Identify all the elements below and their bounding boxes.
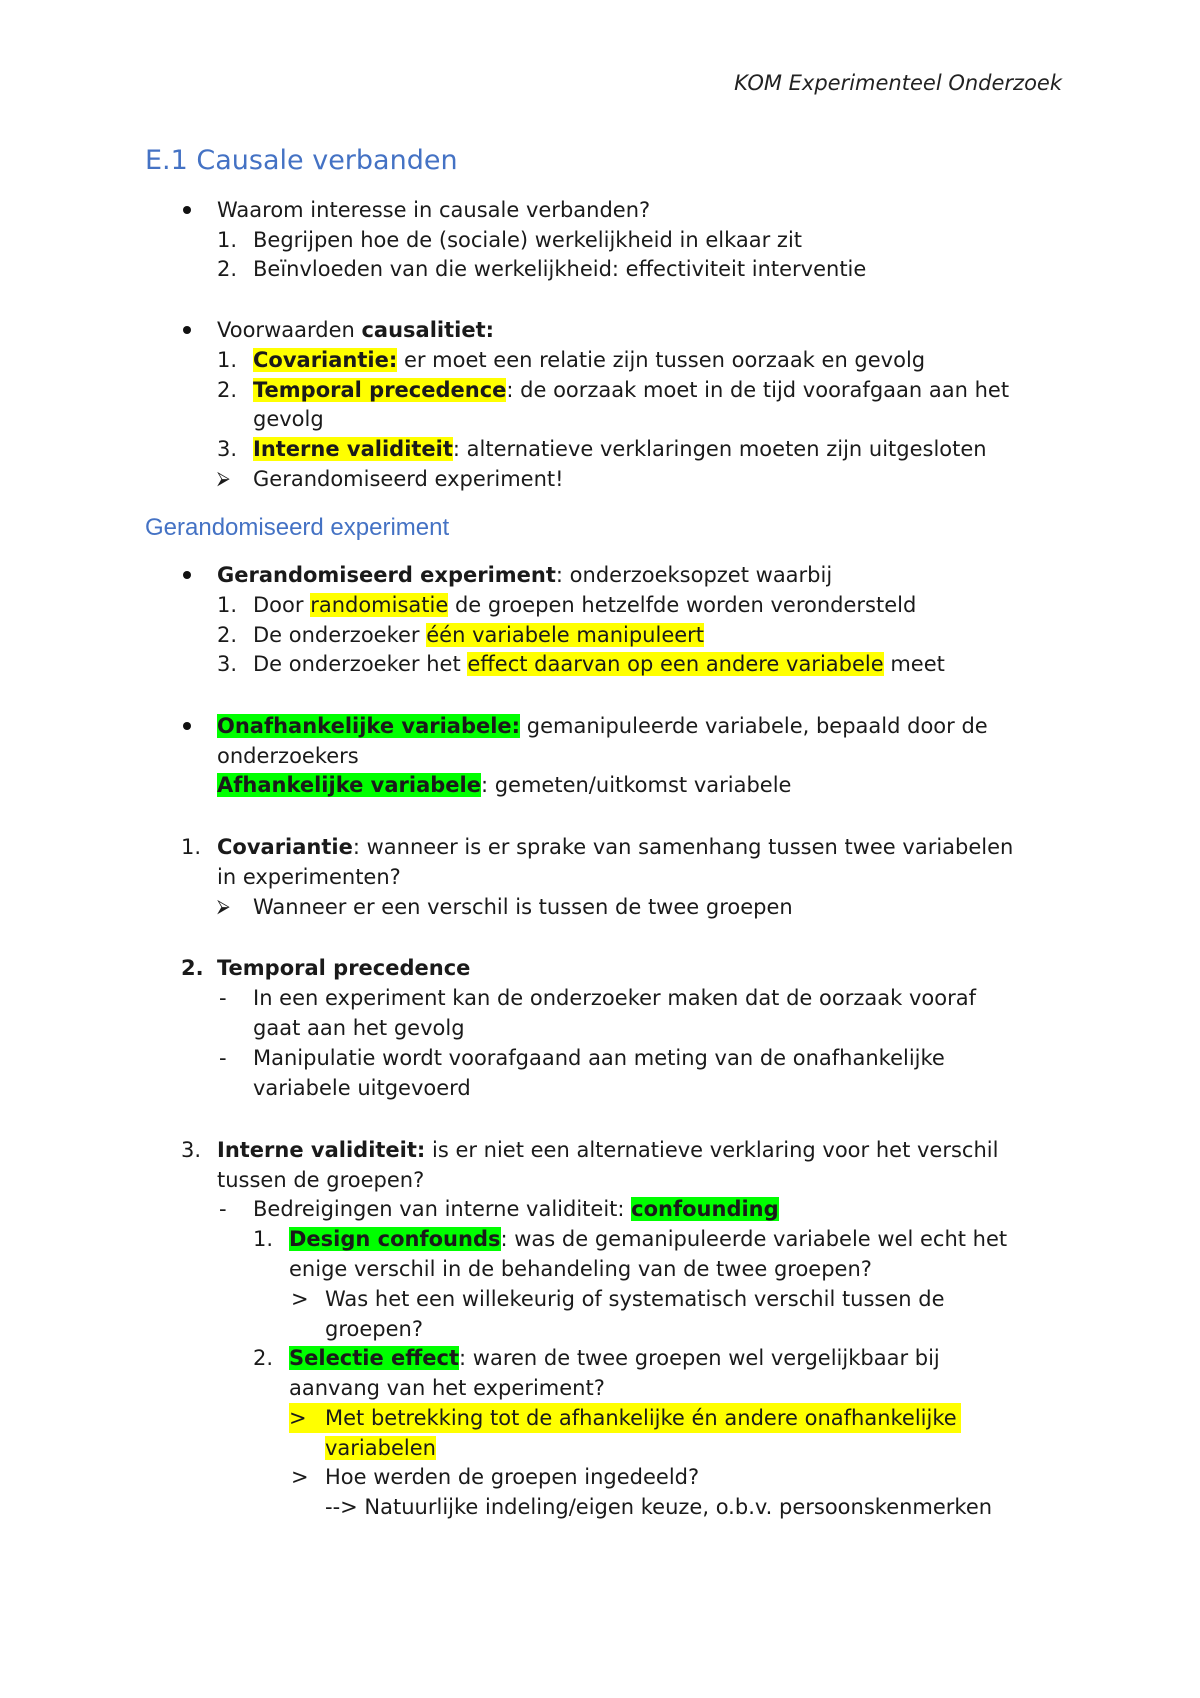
sub-list-item-continuation: aanvang van het experiment? [289,1376,605,1400]
bullet-text: Onafhankelijke variabele: gemanipuleerde variabele, bepaald door de [217,714,988,738]
list-item: De onderzoeker één variabele manipuleert [253,623,705,647]
sub-item-continuation: gaat aan het gevolg [253,1016,465,1040]
list-item: Begrijpen hoe de (sociale) werkelijkheid in elkaar zit [253,228,803,252]
bullet-dot [183,711,193,741]
numbered-item-continuation: tussen de groepen? [217,1168,425,1192]
list-number: 2. [253,1346,274,1370]
sub-item: Manipulatie wordt voorafgaand aan meting van de onafhankelijke [253,1046,945,1070]
list-number: 2. [181,956,204,980]
highlight-term: Temporal precedence [253,378,507,402]
bullet-dot [183,195,193,225]
sub-item: Bedreigingen van interne validiteit: confounding [253,1197,779,1221]
list-number: 1. [217,228,238,252]
highlight-term: Interne validiteit [253,437,453,461]
list-item: Beïnvloeden van die werkelijkheid: effectiviteit interventie [253,257,867,281]
green-highlight-term: Onafhankelijke variabele: [217,714,521,738]
list-item: Covariantie: er moet een relatie zijn tussen oorzaak en gevolg [253,348,926,372]
dash-marker: - [219,986,227,1010]
list-number: 3. [181,1138,202,1162]
highlight-term: Covariantie: [253,348,398,372]
numbered-item: Temporal precedence [217,956,471,980]
bullet-continuation: onderzoekers [217,744,359,768]
sub-sub-item: Hoe werden de groepen ingedeeld? [325,1465,700,1489]
list-number: 3. [217,652,238,676]
sub-sub-item: Was het een willekeurig of systematisch verschil tussen de [325,1287,945,1311]
sub-sub-item-continuation: groepen? [325,1317,423,1341]
bullet-text: Gerandomiseerd experiment: onderzoeksopzet waarbij [217,563,833,587]
bullet-text: Waarom interesse in causale verbanden? [217,198,651,222]
bullet-dot [183,560,193,590]
list-item: Interne validiteit: alternatieve verklaringen moeten zijn uitgesloten [253,437,987,461]
list-item: De onderzoeker het effect daarvan op een andere variabele meet [253,652,945,676]
highlighted-sub-sub-item: > Met betrekking tot de afhankelijke én andere onafhankelijke [289,1403,961,1433]
green-highlight-term: Selectie effect [289,1346,460,1370]
dash-marker: - [219,1197,227,1221]
green-highlight-term: confounding [631,1197,779,1221]
running-header: KOM Experimenteel Onderzoek [734,71,1062,95]
sub-list-item: Selectie effect: waren de twee groepen wel vergelijkbaar bij [289,1346,940,1370]
green-highlight-term: Design confounds [289,1227,501,1251]
list-item: Temporal precedence: de oorzaak moet in de tijd voorafgaan aan het [253,378,1010,402]
sub-sub-item-continuation: --> Natuurlijke indeling/eigen keuze, o.b.v. persoonskenmerken [325,1495,993,1519]
list-item: Door randomisatie de groepen hetzelfde worden verondersteld [253,593,917,617]
sub-list-item: Design confounds: was de gemanipuleerde variabele wel echt het [289,1227,1008,1251]
arrow-bullet-icon: ⮚ [217,468,230,489]
section-heading-causale-verbanden: E.1 Causale verbanden [145,145,458,176]
dash-marker: - [219,1046,227,1070]
arrow-bullet-icon: ⮚ [217,896,230,917]
highlighted-continuation: variabelen [325,1436,436,1460]
list-number: 3. [217,437,238,461]
bullet-text: Voorwaarden causalitiet: [217,318,495,342]
sub-item-continuation: variabele uitgevoerd [253,1076,471,1100]
list-number: 1. [217,593,238,617]
list-number: 1. [217,348,238,372]
sub-item: Wanneer er een verschil is tussen de twee groepen [253,895,793,919]
list-number: 2. [217,378,238,402]
section-heading-gerandomiseerd-experiment: Gerandomiseerd experiment [145,514,450,541]
gt-marker: > [291,1465,309,1489]
numbered-item: Covariantie: wanneer is er sprake van samenhang tussen twee variabelen [217,835,1014,859]
list-number: 1. [253,1227,274,1251]
sub-item: In een experiment kan de onderzoeker maken dat de oorzaak vooraf [253,986,976,1010]
sub-list-item-continuation: enige verschil in de behandeling van de twee groepen? [289,1257,872,1281]
numbered-item-continuation: in experimenten? [217,865,401,889]
numbered-item: Interne validiteit: is er niet een alternatieve verklaring voor het verschil [217,1138,999,1162]
bullet-text: Afhankelijke variabele: gemeten/uitkomst variabele [217,773,792,797]
bullet-dot [183,315,193,345]
green-highlight-term: Afhankelijke variabele [217,773,481,797]
list-item: Gerandomiseerd experiment! [253,467,564,491]
list-number: 1. [181,835,202,859]
list-number: 2. [217,257,238,281]
list-number: 2. [217,623,238,647]
list-item-continuation: gevolg [253,407,324,431]
gt-marker: > [291,1287,309,1311]
